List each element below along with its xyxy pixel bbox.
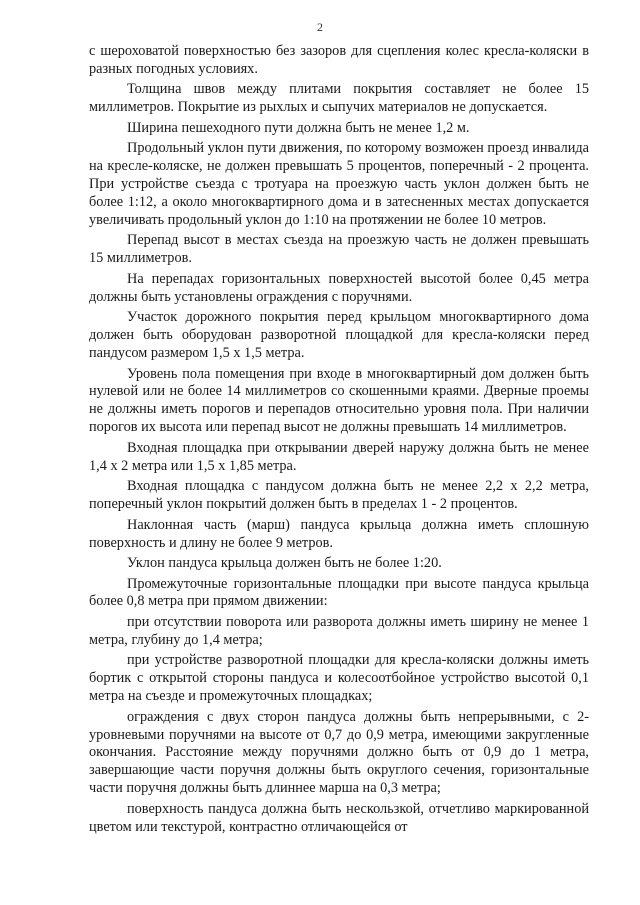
paragraph-floor-level: Уровень пола помещения при входе в многоквартирный дом должен быть нулевой или не более 14 миллиметров со скошенными краями. Дверные проемы не должны иметь порогов и перепадов относительно уровня пола. При наличии порогов их высота или перепад высот не должны превышать 14 миллиметров.	[89, 365, 589, 436]
paragraph-slope: Продольный уклон пути движения, по которому возможен проезд инвалида на кресле-коляске, не должен превышать 5 процентов, поперечный - 2 процента. При устройстве съезда с тротуара на проезжую часть уклон должен быть не более 1:12, а около многоквартирного дома и в затесненных местах допускается увеличивать продольный уклон до 1:10 на протяжении не более 10 метров.	[89, 140, 589, 228]
document-body	[89, 43, 589, 839]
paragraph-ramp-area: Входная площадка с пандусом должна быть не менее 2,2 х 2,2 метра, поперечный уклон покрытий должен быть в пределах 1 - 2 процентов.	[89, 478, 589, 513]
paragraph-continuation: с шероховатой поверхностью без зазоров для сцепления колес кресла-коляски в разных погодных условиях.	[89, 43, 589, 77]
list-item-turnaround: при устройстве разворотной площадки для кресла-коляски должны иметь бортик с открытой стороны пандуса и колесоотбойное устройство высотой 0,1 метра на съезде и промежуточных площадках;	[89, 652, 589, 705]
paragraph-intermediate-platforms: Промежуточные горизонтальные площадки при высоте пандуса крыльца более 0,8 метра при прямом движении:	[89, 575, 589, 610]
paragraph-ramp-flight: Наклонная часть (марш) пандуса крыльца должна иметь сплошную поверхность и длину не более 9 метров.	[89, 516, 589, 551]
paragraph-entrance-area: Входная площадка при открывании дверей наружу должна быть не менее 1,4 х 2 метра или 1,5 х 1,85 метра.	[89, 439, 589, 474]
page-number: 2	[317, 20, 323, 34]
paragraph-ramp-slope: Уклон пандуса крыльца должен быть не более 1:20.	[127, 555, 442, 571]
paragraph-joint-thickness: Толщина швов между плитами покрытия составляет не более 15 миллиметров. Покрытие из рыхлых и сыпучих материалов не допускается.	[89, 81, 589, 116]
list-item-handrails: ограждения с двух сторон пандуса должны быть непрерывными, с 2-уровневыми поручнями на высоте от 0,7 до 0,9 метра, имеющими закругленные окончания. Расстояние между поручнями должно быть от 0,9 до 1 метра, завершающие части поручня должны быть округлого сечения, горизонтальные части поручня должны быть длиннее марша на 0,3 метра;	[89, 708, 589, 797]
paragraph-turnaround-area: Участок дорожного покрытия перед крыльцом многоквартирного дома должен быть оборудован разворотной площадкой для кресла-коляски перед пандусом размером 1,5 х 1,5 метра.	[89, 309, 589, 362]
paragraph-height-drop: Перепад высот в местах съезда на проезжую часть не должен превышать 15 миллиметров.	[89, 232, 589, 267]
list-item-surface: поверхность пандуса должна быть нескользкой, отчетливо маркированной цветом или текстурой, контрастно отличающейся от	[89, 800, 589, 835]
list-item-no-turn: при отсутствии поворота или разворота должны иметь ширину не менее 1 метра, глубину до 1,4 метра;	[89, 613, 589, 648]
paragraph-path-width: Ширина пешеходного пути должна быть не менее 1,2 м.	[127, 119, 470, 136]
paragraph-railings: На перепадах горизонтальных поверхностей высотой более 0,45 метра должны быть установлены ограждения с поручнями.	[89, 270, 589, 305]
